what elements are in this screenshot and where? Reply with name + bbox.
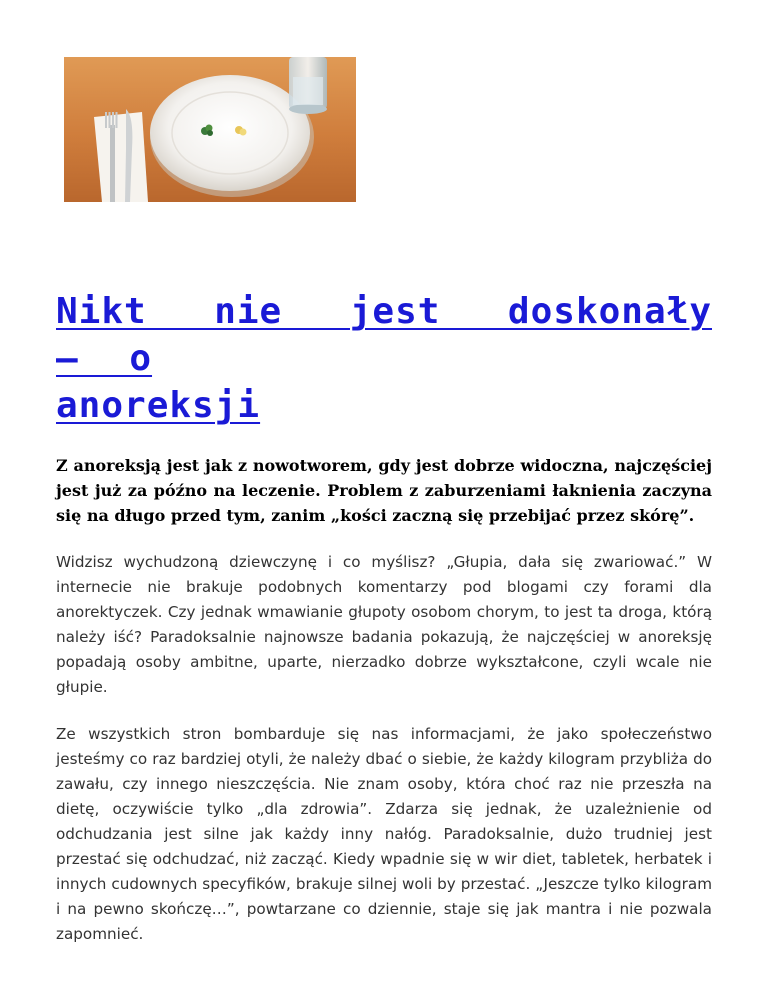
title-line-1: Nikt nie jest doskonały – o xyxy=(56,291,712,379)
plate-illustration xyxy=(64,57,356,202)
article-paragraph-2: Ze wszystkich stron bombarduje się nas informacjami, że jako społeczeństwo jesteśmy co raz bardziej otyli, że należy dbać o siebie, że każdy kilogram przybliża do zawału, czy innego nieszczęścia. Nie znam osoby, która choć raz nie przeszła na dietę, oczywiście tylko „dla zdrowia”. Zdarza się jednak, że uzależnienie od odchudzania jest silne jak każdy inny nałóg. Paradoksalnie, dużo trudniej jest przestać się odchudzać, niż zacząć. Kiedy wpadnie się w wir diet, tabletek, herbatek i innych cudownych specyfików, brakuje silnej woli by przestać. „Jeszcze tylko kilogram i na pewno skończę…”, powtarzane co dziennie, staje się jak mantra i nie pozwala zapomnieć. xyxy=(56,725,712,943)
article-title[interactable] xyxy=(56,288,712,429)
article-image xyxy=(64,57,356,202)
article-paragraph-1: Widzisz wychudzoną dziewczynę i co myślisz? „Głupia, dała się zwariować.” W internecie nie brakuje podobnych komentarzy pod blogami czy forami dla anorektyczek. Czy jednak wmawianie głupoty osobom chorym, to jest ta droga, którą należy iść? Paradoksalnie najnowsze badania pokazują, że najczęściej w anoreksję popadają osoby ambitne, uparte, nierzadko dobrze wykształcone, czyli wcale nie głupie. xyxy=(56,553,712,696)
article-lead: Z anoreksją jest jak z nowotworem, gdy jest dobrze widoczna, najczęściej jest już za późno na leczenie. Problem z zaburzeniami łaknienia zaczyna się na długo przed tym, zanim „kości zaczną się przebijać przez skórę”. xyxy=(56,456,712,525)
fork-icon xyxy=(110,125,115,202)
article-title-link[interactable] xyxy=(56,291,712,426)
title-line-2: anoreksji xyxy=(56,385,261,426)
napkin-shape xyxy=(94,112,148,202)
